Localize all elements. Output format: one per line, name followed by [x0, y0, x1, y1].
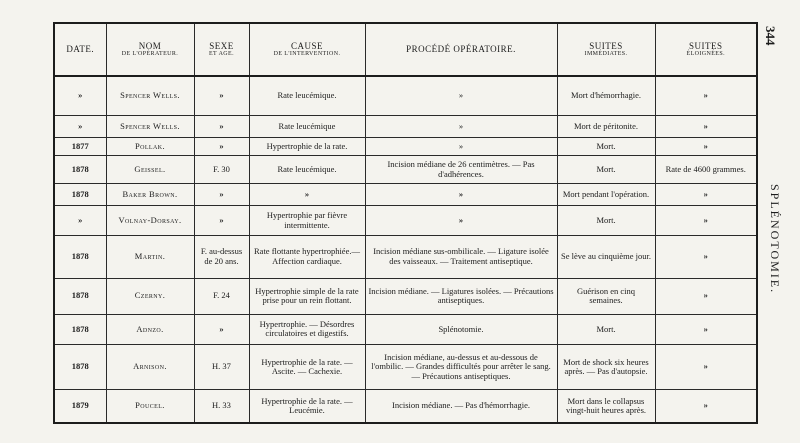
cell-operator: Geissel. — [106, 155, 194, 183]
cell-sex-age: » — [194, 184, 249, 206]
cell-procedure: » — [365, 184, 557, 206]
cell-sex-age: » — [194, 115, 249, 137]
cell-remote: » — [655, 390, 757, 423]
cell-procedure: Incision médiane, au-dessus et au-dessous de l'ombilic. — Grandes difficultés pour arrêter le sang. — Précautions antiseptiques. — [365, 345, 557, 390]
header-remote: SUITES ÉLOIGNÉES. — [655, 23, 757, 76]
cell-date: 1878 — [54, 345, 106, 390]
cell-immediate: Mort dans le collapsus vingt-huit heures après. — [557, 390, 655, 423]
cell-cause: Hypertrophie. — Désordres circulatoires et digestifs. — [249, 314, 365, 344]
cell-cause: Rate leucémique. — [249, 155, 365, 183]
table-row — [54, 390, 757, 423]
table-row — [54, 345, 757, 390]
cell-cause: Hypertrophie de la rate. — [249, 137, 365, 155]
cell-operator: Martin. — [106, 236, 194, 278]
cell-sex-age: H. 37 — [194, 345, 249, 390]
cell-immediate: Mort de péritonite. — [557, 115, 655, 137]
splenotomy-cases-table — [53, 22, 758, 424]
cell-procedure: Incision médiane. — Pas d'hémorrhagie. — [365, 390, 557, 423]
cell-date: » — [54, 206, 106, 236]
cell-immediate: Se lève au cinquième jour. — [557, 236, 655, 278]
running-title: SPLÉNOTOMIE. — [768, 184, 782, 295]
cell-date: 1877 — [54, 137, 106, 155]
cell-remote: » — [655, 236, 757, 278]
header-operator: NOM DE L'OPÉRATEUR. — [106, 23, 194, 76]
cell-remote: Rate de 4600 grammes. — [655, 155, 757, 183]
cell-sex-age: » — [194, 137, 249, 155]
cell-cause: Rate flottante hypertrophiée.— Affection cardiaque. — [249, 236, 365, 278]
cell-date: 1879 — [54, 390, 106, 423]
cell-remote: » — [655, 184, 757, 206]
cell-operator: Pollak. — [106, 137, 194, 155]
cell-operator: Baker Brown. — [106, 184, 194, 206]
table-row — [54, 314, 757, 344]
header-date: DATE. — [54, 23, 106, 76]
cell-remote: » — [655, 345, 757, 390]
cell-remote: » — [655, 314, 757, 344]
cell-immediate: Mort d'hémorrhagie. — [557, 76, 655, 115]
table-row — [54, 236, 757, 278]
cell-immediate: Mort. — [557, 206, 655, 236]
cell-operator: Czerny. — [106, 278, 194, 314]
cell-procedure: Incision médiane. — Ligatures isolées. — Précautions antiseptiques. — [365, 278, 557, 314]
cell-cause: Hypertrophie simple de la rate prise pour un rein flottant. — [249, 278, 365, 314]
cell-cause: » — [249, 184, 365, 206]
cell-immediate: Mort. — [557, 137, 655, 155]
cell-remote: » — [655, 137, 757, 155]
cell-operator: Adnzo. — [106, 314, 194, 344]
cell-remote: » — [655, 206, 757, 236]
cell-procedure: » — [365, 137, 557, 155]
cell-cause: Hypertrophie de la rate. — Leucémie. — [249, 390, 365, 423]
table-row — [54, 76, 757, 115]
header-cause: CAUSE DE L'INTERVENTION. — [249, 23, 365, 76]
cell-immediate: Guérison en cinq semaines. — [557, 278, 655, 314]
cell-immediate: Mort de shock six heures après. — Pas d'autopsie. — [557, 345, 655, 390]
cell-remote: » — [655, 76, 757, 115]
cell-cause: Hypertrophie de la rate. — Ascite. — Cachexie. — [249, 345, 365, 390]
cell-operator: Volnay-Dorsay. — [106, 206, 194, 236]
header-row — [54, 23, 757, 76]
cell-sex-age: » — [194, 76, 249, 115]
table-row — [54, 155, 757, 183]
cell-sex-age: H. 33 — [194, 390, 249, 423]
cell-procedure: Incision médiane de 26 centimètres. — Pas d'adhérences. — [365, 155, 557, 183]
cell-immediate: Mort. — [557, 155, 655, 183]
cell-procedure: » — [365, 115, 557, 137]
cell-date: 1878 — [54, 278, 106, 314]
cell-date: 1878 — [54, 314, 106, 344]
cell-remote: » — [655, 278, 757, 314]
table-row — [54, 115, 757, 137]
header-procedure: PROCÉDÉ OPÉRATOIRE. — [365, 23, 557, 76]
cell-date: 1878 — [54, 236, 106, 278]
cell-date: 1878 — [54, 155, 106, 183]
cell-date: » — [54, 76, 106, 115]
cell-sex-age: » — [194, 314, 249, 344]
header-immediate: SUITES IMMÉDIATES. — [557, 23, 655, 76]
cell-date: » — [54, 115, 106, 137]
cell-cause: Rate leucémique. — [249, 76, 365, 115]
cell-operator: Spencer Wells. — [106, 76, 194, 115]
cell-sex-age: F. 30 — [194, 155, 249, 183]
cell-procedure: Incision médiane sus-ombilicale. — Ligature isolée des vaisseaux. — Traitement antiseptique. — [365, 236, 557, 278]
cell-sex-age: F. 24 — [194, 278, 249, 314]
cell-procedure: » — [365, 206, 557, 236]
table-row — [54, 206, 757, 236]
cell-sex-age: F. au-dessus de 20 ans. — [194, 236, 249, 278]
cell-immediate: Mort. — [557, 314, 655, 344]
cell-operator: Spencer Wells. — [106, 115, 194, 137]
table-row — [54, 278, 757, 314]
table-row — [54, 184, 757, 206]
cell-operator: Poucel. — [106, 390, 194, 423]
cell-cause: Rate leucémique — [249, 115, 365, 137]
cell-immediate: Mort pendant l'opération. — [557, 184, 655, 206]
cell-date: 1878 — [54, 184, 106, 206]
cell-operator: Arnison. — [106, 345, 194, 390]
cell-sex-age: » — [194, 206, 249, 236]
cell-procedure: Splénotomie. — [365, 314, 557, 344]
header-sex-age: SEXE ET AGE. — [194, 23, 249, 76]
page-number: 344 — [763, 26, 778, 46]
cell-procedure: » — [365, 76, 557, 115]
table-row — [54, 137, 757, 155]
cell-cause: Hypertrophie par fièvre intermittente. — [249, 206, 365, 236]
cell-remote: » — [655, 115, 757, 137]
